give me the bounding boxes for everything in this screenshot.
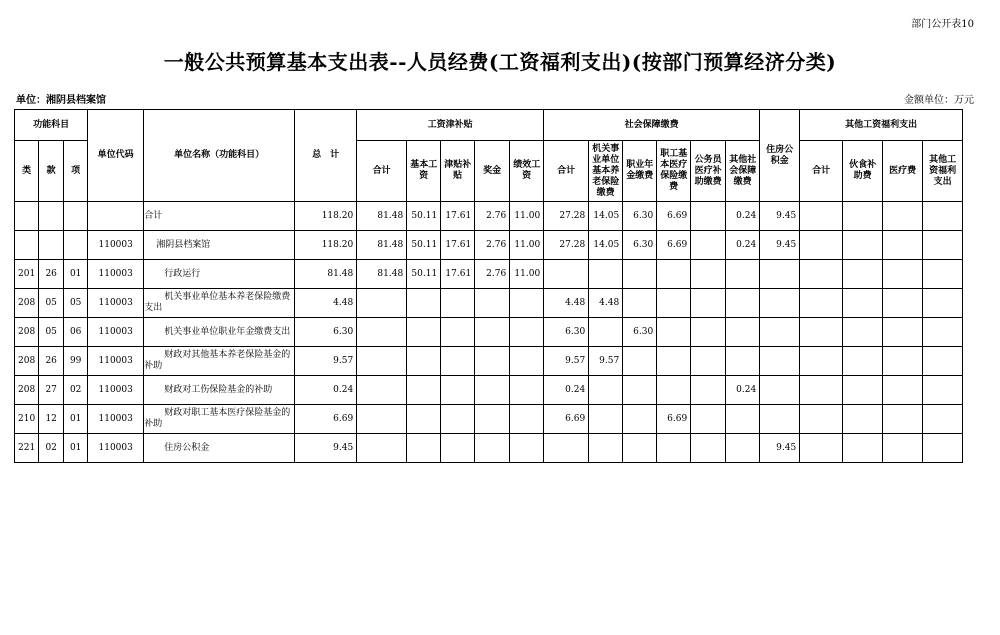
cell-name: 合计 — [144, 202, 295, 231]
cell-total: 4.48 — [295, 289, 357, 318]
table-row — [15, 289, 963, 318]
cell-ss-civil — [691, 202, 726, 231]
table-row — [15, 405, 963, 434]
cell-wage-total: 81.48 — [357, 202, 407, 231]
cell-lei — [15, 202, 39, 231]
cell-wage-total — [357, 318, 407, 347]
cell-lei: 208 — [15, 289, 39, 318]
cell-ss-other: 0.24 — [726, 202, 760, 231]
cell-ss-pension: 14.05 — [589, 231, 623, 260]
cell-housing: 9.45 — [760, 231, 800, 260]
cell-ss-total: 9.57 — [544, 347, 589, 376]
cell-bonus — [475, 434, 510, 463]
table-row — [15, 260, 963, 289]
cell-med — [883, 289, 923, 318]
cell-other-wel — [923, 231, 963, 260]
cell-allow — [441, 347, 475, 376]
cell-name: 行政运行 — [144, 260, 295, 289]
cell-basic: 50.11 — [407, 202, 441, 231]
table-row — [15, 202, 963, 231]
cell-ss-civil — [691, 260, 726, 289]
cell-meal — [843, 202, 883, 231]
cell-bonus — [475, 376, 510, 405]
cell-ss-total — [544, 434, 589, 463]
cell-ss-pension — [589, 405, 623, 434]
cell-ss-medical — [657, 434, 691, 463]
cell-basic — [407, 347, 441, 376]
cell-name: 财政对工伤保险基金的补助 — [144, 376, 295, 405]
cell-med — [883, 260, 923, 289]
cell-meal — [843, 405, 883, 434]
cell-basic — [407, 405, 441, 434]
cell-ss-other — [726, 289, 760, 318]
amount-unit-label: 金额单位：万元 — [904, 95, 974, 106]
cell-ss-other — [726, 260, 760, 289]
cell-code: 110003 — [88, 289, 144, 318]
cell-ss-pension — [589, 434, 623, 463]
header-performance-pay: 绩效工资 — [510, 141, 544, 202]
cell-ss-civil — [691, 347, 726, 376]
cell-total: 81.48 — [295, 260, 357, 289]
cell-basic: 50.11 — [407, 231, 441, 260]
cell-meal — [843, 376, 883, 405]
cell-other-total — [800, 434, 843, 463]
cell-other-wel — [923, 260, 963, 289]
unit-label: 单位：湘阴县档案馆 — [16, 95, 106, 106]
cell-total: 9.45 — [295, 434, 357, 463]
cell-ss-other — [726, 434, 760, 463]
cell-other-wel — [923, 376, 963, 405]
cell-kuan: 26 — [39, 260, 64, 289]
cell-ss-annuity — [623, 347, 657, 376]
cell-ss-medical — [657, 376, 691, 405]
cell-housing: 9.45 — [760, 202, 800, 231]
cell-other-total — [800, 260, 843, 289]
cell-wage-total: 81.48 — [357, 260, 407, 289]
cell-code: 110003 — [88, 434, 144, 463]
cell-med — [883, 376, 923, 405]
cell-ss-medical: 6.69 — [657, 405, 691, 434]
cell-meal — [843, 260, 883, 289]
header-ss-civil-servant: 公务员医疗补助缴费 — [691, 141, 726, 202]
cell-kuan: 02 — [39, 434, 64, 463]
cell-kuan: 12 — [39, 405, 64, 434]
cell-code: 110003 — [88, 347, 144, 376]
cell-ss-pension: 4.48 — [589, 289, 623, 318]
cell-housing — [760, 347, 800, 376]
cell-wage-total: 81.48 — [357, 231, 407, 260]
cell-wage-total — [357, 376, 407, 405]
cell-ss-medical — [657, 318, 691, 347]
cell-ss-civil — [691, 376, 726, 405]
cell-other-wel — [923, 347, 963, 376]
cell-ss-civil — [691, 231, 726, 260]
header-other-group: 其他工资福利支出 — [800, 110, 963, 141]
cell-allow: 17.61 — [441, 231, 475, 260]
header-total: 总 计 — [295, 110, 357, 202]
cell-ss-medical — [657, 289, 691, 318]
table-row — [15, 434, 963, 463]
cell-ss-total: 0.24 — [544, 376, 589, 405]
cell-ss-medical — [657, 260, 691, 289]
cell-med — [883, 202, 923, 231]
table-row — [15, 231, 963, 260]
table-number: 部门公开表10 — [911, 19, 974, 30]
cell-ss-total: 27.28 — [544, 202, 589, 231]
page-title: 一般公共预算基本支出表--人员经费(工资福利支出)(按部门预算经济分类) — [163, 50, 837, 74]
cell-allow: 17.61 — [441, 202, 475, 231]
cell-ss-pension — [589, 376, 623, 405]
cell-code: 110003 — [88, 376, 144, 405]
cell-ss-annuity — [623, 289, 657, 318]
header-name: 单位名称（功能科目） — [144, 110, 295, 202]
cell-ss-total — [544, 260, 589, 289]
table-row — [15, 376, 963, 405]
cell-allow — [441, 376, 475, 405]
header-ss-annuity: 职业年金缴费 — [623, 141, 657, 202]
cell-ss-annuity — [623, 434, 657, 463]
cell-meal — [843, 434, 883, 463]
cell-other-total — [800, 289, 843, 318]
cell-name: 住房公积金 — [144, 434, 295, 463]
cell-bonus — [475, 318, 510, 347]
cell-basic — [407, 376, 441, 405]
header-wage-group: 工资津补贴 — [357, 110, 544, 141]
cell-med — [883, 405, 923, 434]
cell-wage-total — [357, 434, 407, 463]
cell-ss-medical: 6.69 — [657, 202, 691, 231]
cell-lei: 201 — [15, 260, 39, 289]
cell-perf: 11.00 — [510, 202, 544, 231]
cell-xiang: 01 — [64, 434, 88, 463]
cell-name: 财政对职工基本医疗保险基金的补助 — [144, 405, 295, 434]
cell-allow — [441, 405, 475, 434]
cell-basic — [407, 289, 441, 318]
cell-code: 110003 — [88, 260, 144, 289]
header-basic-wage: 基本工资 — [407, 141, 441, 202]
cell-ss-pension — [589, 260, 623, 289]
cell-basic — [407, 434, 441, 463]
cell-housing — [760, 318, 800, 347]
cell-ss-other: 0.24 — [726, 231, 760, 260]
cell-xiang: 02 — [64, 376, 88, 405]
cell-xiang — [64, 202, 88, 231]
budget-table — [14, 109, 963, 463]
cell-kuan: 05 — [39, 289, 64, 318]
cell-bonus: 2.76 — [475, 231, 510, 260]
cell-ss-other — [726, 405, 760, 434]
cell-ss-annuity — [623, 376, 657, 405]
table-row — [15, 347, 963, 376]
cell-lei: 208 — [15, 347, 39, 376]
cell-bonus: 2.76 — [475, 202, 510, 231]
cell-meal — [843, 347, 883, 376]
cell-xiang: 06 — [64, 318, 88, 347]
cell-ss-total: 6.30 — [544, 318, 589, 347]
cell-ss-civil — [691, 289, 726, 318]
cell-ss-other — [726, 318, 760, 347]
cell-meal — [843, 289, 883, 318]
cell-lei: 208 — [15, 318, 39, 347]
cell-other-total — [800, 231, 843, 260]
cell-ss-annuity: 6.30 — [623, 231, 657, 260]
cell-med — [883, 231, 923, 260]
cell-total: 6.69 — [295, 405, 357, 434]
header-lei: 类 — [15, 141, 39, 202]
cell-ss-total: 27.28 — [544, 231, 589, 260]
cell-other-total — [800, 202, 843, 231]
cell-total: 9.57 — [295, 347, 357, 376]
header-bonus: 奖金 — [475, 141, 510, 202]
cell-med — [883, 347, 923, 376]
cell-other-wel — [923, 318, 963, 347]
header-func: 功能科目 — [15, 110, 88, 141]
header-other-welfare: 其他工资福利支出 — [923, 141, 963, 202]
cell-med — [883, 434, 923, 463]
cell-perf — [510, 289, 544, 318]
cell-perf — [510, 318, 544, 347]
cell-name: 财政对其他基本养老保险基金的补助 — [144, 347, 295, 376]
cell-kuan: 26 — [39, 347, 64, 376]
cell-ss-total: 6.69 — [544, 405, 589, 434]
cell-allow — [441, 318, 475, 347]
cell-bonus — [475, 289, 510, 318]
cell-xiang: 01 — [64, 260, 88, 289]
cell-perf — [510, 405, 544, 434]
header-other-total: 合计 — [800, 141, 843, 202]
cell-ss-pension: 14.05 — [589, 202, 623, 231]
cell-ss-other: 0.24 — [726, 376, 760, 405]
cell-xiang: 01 — [64, 405, 88, 434]
cell-total: 118.20 — [295, 231, 357, 260]
cell-ss-civil — [691, 434, 726, 463]
header-ss-other: 其他社会保障缴费 — [726, 141, 760, 202]
cell-ss-total: 4.48 — [544, 289, 589, 318]
cell-basic: 50.11 — [407, 260, 441, 289]
cell-total: 6.30 — [295, 318, 357, 347]
cell-kuan — [39, 202, 64, 231]
cell-code: 110003 — [88, 405, 144, 434]
cell-housing: 9.45 — [760, 434, 800, 463]
cell-ss-annuity — [623, 405, 657, 434]
cell-lei — [15, 231, 39, 260]
cell-bonus — [475, 405, 510, 434]
cell-housing — [760, 260, 800, 289]
cell-housing — [760, 289, 800, 318]
cell-perf: 11.00 — [510, 231, 544, 260]
cell-med — [883, 318, 923, 347]
cell-perf: 11.00 — [510, 260, 544, 289]
cell-bonus — [475, 347, 510, 376]
table-row — [15, 318, 963, 347]
cell-xiang: 99 — [64, 347, 88, 376]
cell-ss-pension — [589, 318, 623, 347]
cell-kuan: 05 — [39, 318, 64, 347]
cell-basic — [407, 318, 441, 347]
header-ss-pension: 机关事业单位基本养老保险缴费 — [589, 141, 623, 202]
cell-ss-annuity — [623, 260, 657, 289]
cell-other-total — [800, 347, 843, 376]
header-xiang: 项 — [64, 141, 88, 202]
header-ss-total: 合计 — [544, 141, 589, 202]
cell-allow: 17.61 — [441, 260, 475, 289]
cell-perf — [510, 347, 544, 376]
cell-wage-total — [357, 347, 407, 376]
cell-kuan: 27 — [39, 376, 64, 405]
cell-other-wel — [923, 202, 963, 231]
cell-meal — [843, 231, 883, 260]
cell-other-total — [800, 376, 843, 405]
cell-lei: 208 — [15, 376, 39, 405]
cell-ss-civil — [691, 318, 726, 347]
cell-bonus: 2.76 — [475, 260, 510, 289]
cell-name: 机关事业单位基本养老保险缴费支出 — [144, 289, 295, 318]
cell-other-total — [800, 318, 843, 347]
cell-housing — [760, 405, 800, 434]
cell-ss-annuity: 6.30 — [623, 202, 657, 231]
cell-ss-annuity: 6.30 — [623, 318, 657, 347]
cell-perf — [510, 376, 544, 405]
cell-code: 110003 — [88, 318, 144, 347]
header-kuan: 款 — [39, 141, 64, 202]
cell-ss-medical — [657, 347, 691, 376]
cell-kuan — [39, 231, 64, 260]
header-code: 单位代码 — [88, 110, 144, 202]
header-ss-medical: 职工基本医疗保险缴费 — [657, 141, 691, 202]
cell-wage-total — [357, 405, 407, 434]
cell-allow — [441, 434, 475, 463]
header-social-security-group: 社会保障缴费 — [544, 110, 760, 141]
cell-allow — [441, 289, 475, 318]
cell-wage-total — [357, 289, 407, 318]
cell-other-wel — [923, 434, 963, 463]
cell-other-wel — [923, 289, 963, 318]
cell-meal — [843, 318, 883, 347]
cell-name: 湘阴县档案馆 — [144, 231, 295, 260]
header-housing: 住房公积金 — [760, 110, 800, 202]
cell-ss-civil — [691, 405, 726, 434]
cell-code: 110003 — [88, 231, 144, 260]
cell-lei: 210 — [15, 405, 39, 434]
cell-code — [88, 202, 144, 231]
header-allowance: 津贴补贴 — [441, 141, 475, 202]
cell-perf — [510, 434, 544, 463]
header-wage-total: 合计 — [357, 141, 407, 202]
cell-ss-pension: 9.57 — [589, 347, 623, 376]
header-meal-subsidy: 伙食补助费 — [843, 141, 883, 202]
cell-other-total — [800, 405, 843, 434]
cell-lei: 221 — [15, 434, 39, 463]
cell-other-wel — [923, 405, 963, 434]
cell-total: 118.20 — [295, 202, 357, 231]
cell-ss-medical: 6.69 — [657, 231, 691, 260]
cell-xiang: 05 — [64, 289, 88, 318]
cell-ss-other — [726, 347, 760, 376]
cell-xiang — [64, 231, 88, 260]
cell-housing — [760, 376, 800, 405]
cell-name: 机关事业单位职业年金缴费支出 — [144, 318, 295, 347]
cell-total: 0.24 — [295, 376, 357, 405]
header-medical-fee: 医疗费 — [883, 141, 923, 202]
